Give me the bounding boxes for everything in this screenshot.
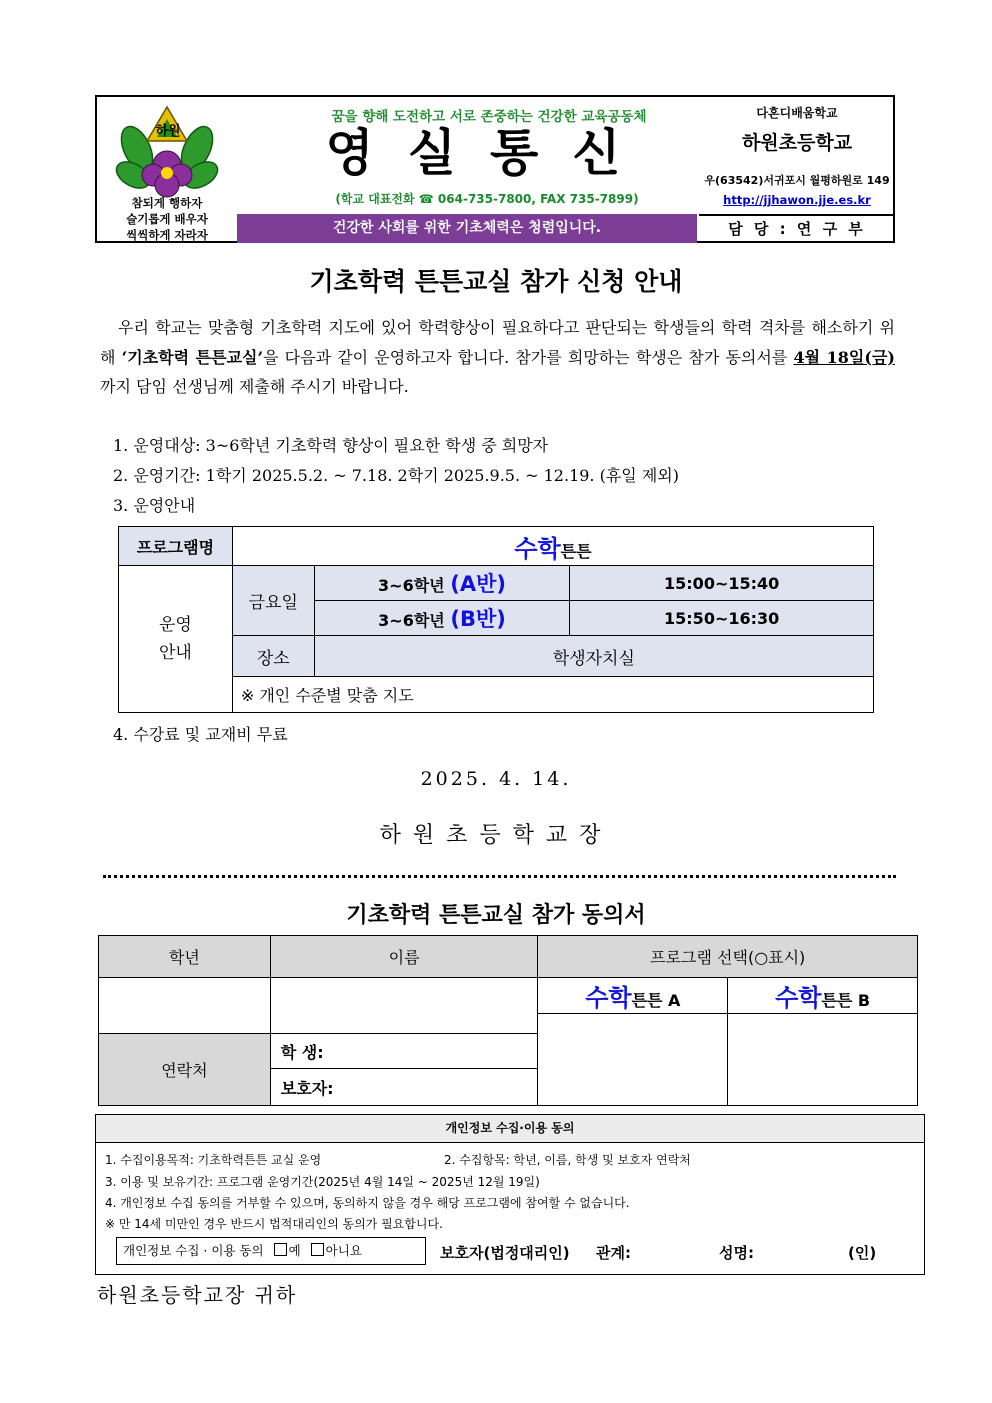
school-subtitle: 다혼디배움학교 (756, 106, 838, 120)
intro-paragraph (100, 313, 895, 402)
privacy-consent-box (95, 1114, 925, 1275)
item-guide: 3. 운영안내 (113, 496, 196, 515)
program-subject: 수학 (514, 534, 561, 563)
no-label: 아니요 (325, 1243, 362, 1258)
slogan: 꿈을 향해 도전하고 서로 존중하는 건강한 교육공동체 (331, 109, 647, 125)
class-a-cell (314, 566, 570, 601)
privacy-fields: 2. 수집항목: 학년, 이름, 학생 및 보호자 연락처 (444, 1153, 691, 1167)
time-a: 15:00~15:40 (570, 566, 874, 601)
option-a-suffix: 튼튼 A (631, 991, 681, 1010)
time-b: 15:50~16:30 (570, 601, 874, 636)
deadline: 4월 18일(금) (793, 347, 895, 367)
program-suffix: 튼튼 (560, 541, 592, 561)
item-period: 2. 운영기간: 1학기 2025.5.2. ~ 7.18. 2학기 2025.9.5. ~ 12.19. (휴일 제외) (113, 466, 680, 485)
motto-1: 참되게 행하자 (131, 196, 203, 210)
option-b-label (728, 978, 918, 1014)
guardian-label: 보호자(법정대리인) (440, 1244, 570, 1262)
agree-label: 개인정보 수집 · 이용 동의 (123, 1243, 264, 1258)
school-address: 우(63542)서귀포시 월평하원로 149 (704, 174, 890, 187)
notice-date: 2025. 4. 14. (420, 768, 572, 790)
agree-box (116, 1237, 426, 1265)
program-note: ※ 개인 수준별 맞춤 지도 (232, 677, 873, 713)
program-name-bold: ‘기초학력 튼튼교실’ (121, 347, 264, 367)
motto-2: 슬기롭게 배우자 (126, 212, 208, 226)
class-a-label: (A반) (450, 572, 506, 596)
option-b-subject: 수학 (775, 984, 822, 1012)
relation-field[interactable]: 관계: (596, 1244, 631, 1262)
yes-checkbox[interactable] (274, 1243, 287, 1256)
program-table (118, 526, 874, 713)
class-b-label: (B반) (450, 607, 506, 631)
grade-input[interactable] (99, 978, 271, 1034)
seal-mark: (인) (848, 1244, 877, 1262)
option-b-mark[interactable] (728, 1014, 918, 1106)
integrity-banner: 건강한 사회를 위한 기초체력은 청렴입니다. (237, 214, 697, 243)
consent-table (98, 935, 918, 1106)
privacy-minor: ※ 만 14세 미만인 경우 반드시 법적대리인의 동의가 필요합니다. (105, 1217, 443, 1231)
privacy-title: 개인정보 수집·이용 동의 (96, 1115, 924, 1143)
signer-name-field[interactable]: 성명: (719, 1244, 754, 1262)
school-name: 하원초등학교 (741, 132, 853, 154)
header-grade: 학년 (99, 936, 271, 978)
item-fee: 4. 수강료 및 교재비 무료 (113, 725, 288, 744)
principal-signature: 하원초등학교장 (379, 823, 613, 848)
notice-title: 기초학력 튼튼교실 참가 신청 안내 (309, 267, 683, 296)
motto-3: 씩씩하게 자라자 (126, 228, 208, 242)
form-title: 기초학력 튼튼교실 참가 동의서 (346, 903, 646, 928)
school-url-link[interactable]: http://jjhawon.jje.es.kr (723, 193, 871, 207)
department: 담 당 : 연 구 부 (699, 214, 895, 243)
item-target: 1. 운영대상: 3~6학년 기초학력 향상이 필요한 학생 중 희망자 (113, 436, 549, 455)
school-info (699, 97, 895, 243)
header-program-select: 프로그램 선택(○표시) (538, 936, 918, 978)
grade-b: 3~6학년 (378, 611, 445, 630)
intro-text-3: 까지 담임 선생님께 제출해 주시기 바랍니다. (100, 377, 409, 396)
header-name: 이름 (270, 936, 538, 978)
privacy-refuse: 4. 개인정보 수집 동의를 거부할 수 있으며, 동의하지 않을 경우 해당 프로그램에 참여할 수 없습니다. (105, 1196, 630, 1210)
class-b-cell (314, 601, 570, 636)
school-phone: (학교 대표전화 ☎ 064-735-7800, FAX 735-7899) (335, 192, 639, 206)
grade-a: 3~6학년 (378, 576, 445, 595)
option-a-label (538, 978, 728, 1014)
header-operation-info: 운영 안내 (119, 566, 233, 713)
option-a-mark[interactable] (538, 1014, 728, 1106)
yes-label: 예 (288, 1243, 301, 1258)
no-checkbox[interactable] (311, 1243, 324, 1256)
cut-line (103, 875, 896, 878)
day-cell: 금요일 (232, 566, 314, 636)
school-logo (97, 97, 237, 243)
option-b-suffix: 튼튼 B (821, 991, 871, 1010)
school-emblem-icon (97, 97, 237, 207)
place-value: 학생자치실 (314, 636, 873, 677)
intro-text-1: 우리 학교는 맞춤형 기초학력 지도에 있어 학력향상이 필요하다고 판단되는 학생들의 학력 격차를 해소하기 위해 (100, 318, 895, 367)
addressee: 하원초등학교장 귀하 (97, 1283, 298, 1307)
student-contact-field[interactable]: 학 생: (270, 1034, 538, 1069)
header-contact: 연락처 (99, 1034, 271, 1106)
newsletter-title: 영실통신 (325, 124, 655, 182)
option-a-subject: 수학 (585, 984, 632, 1012)
privacy-period: 3. 이용 및 보유기간: 프로그램 운영기간(2025년 4월 14일 ~ 2025년 12월 19일) (105, 1175, 540, 1189)
logo-text: 하원 (155, 124, 181, 139)
privacy-purpose: 1. 수집이용목적: 기초학력튼튼 교실 운영 (105, 1153, 322, 1167)
intro-text-2: 을 다음과 같이 운영하고자 합니다. 참가를 희망하는 학생은 참가 동의서를 (263, 347, 794, 367)
guardian-contact-field[interactable]: 보호자: (270, 1069, 538, 1106)
place-header: 장소 (232, 636, 314, 677)
header-program-name: 프로그램명 (119, 527, 233, 566)
program-name-cell (232, 527, 873, 566)
name-input[interactable] (270, 978, 538, 1034)
newsletter-header (95, 95, 895, 243)
